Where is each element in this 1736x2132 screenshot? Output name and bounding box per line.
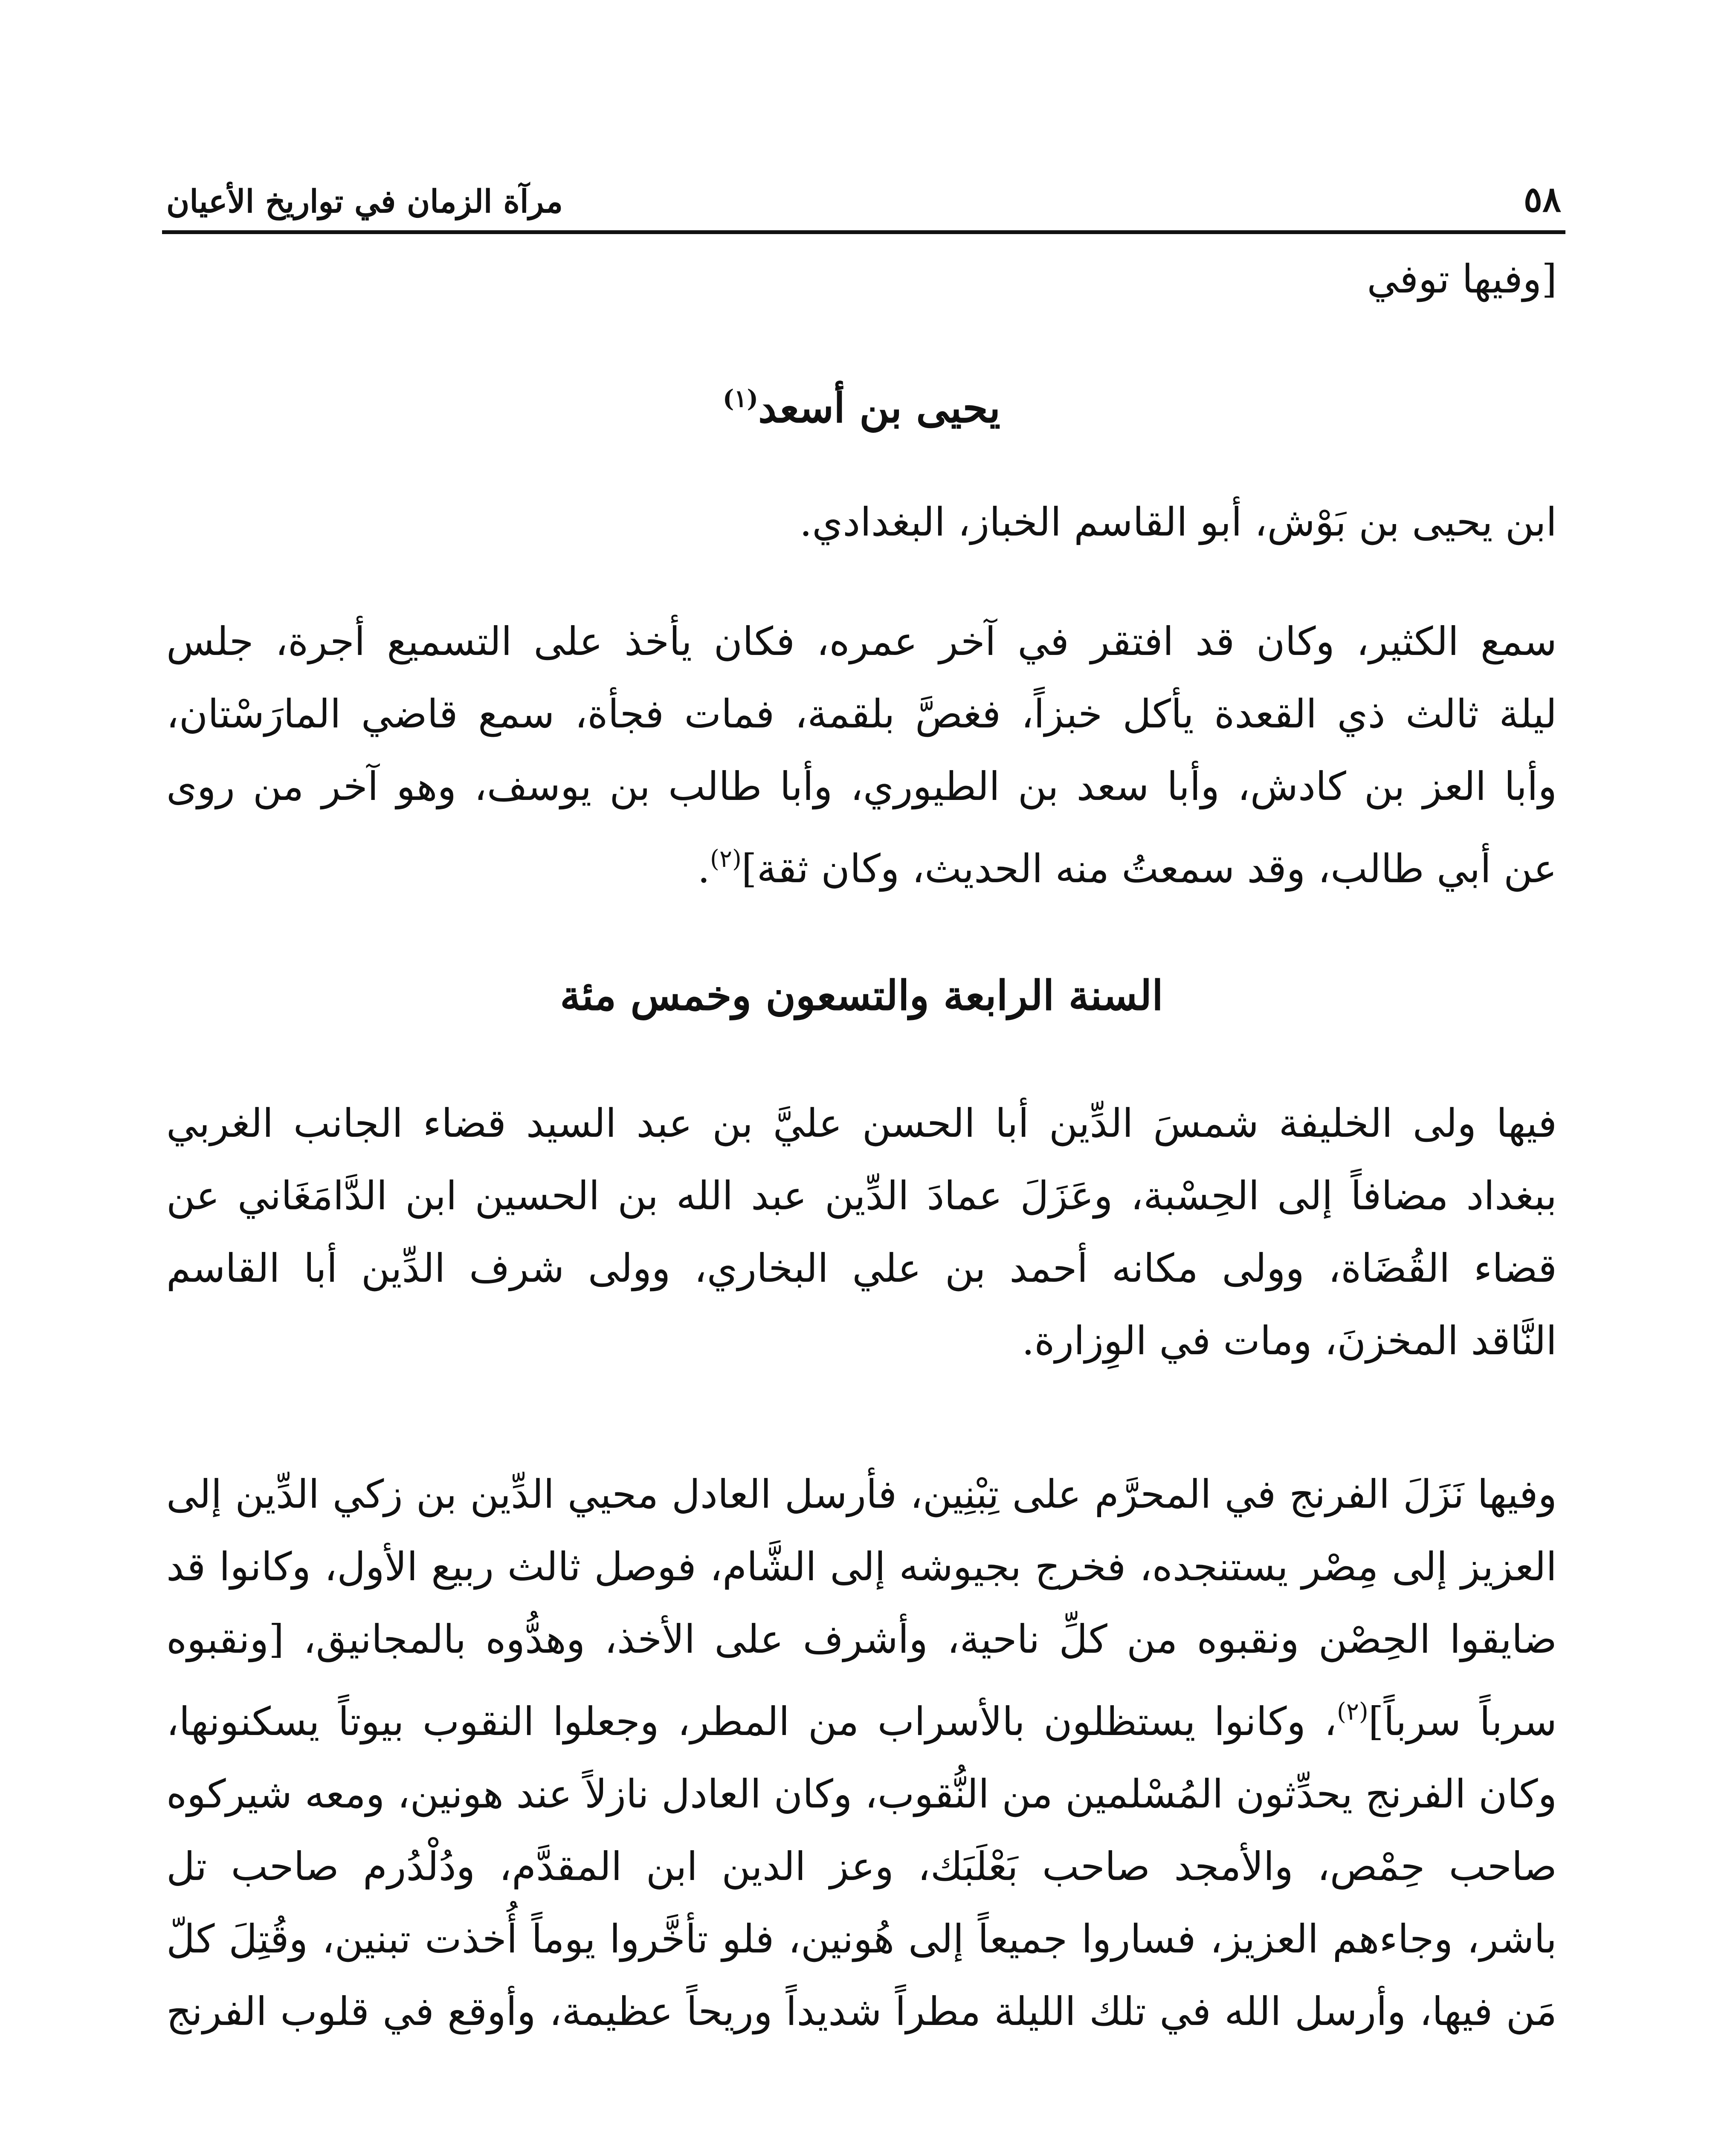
para2-line-6: صاحب حِمْص، والأمجد صاحب بَعْلَبَك، وعز الدين ابن المقدَّم، ودُلْدُرم صاحب تل <box>166 1844 1557 1889</box>
running-title: مرآة الزمان في تواريخ الأعيان <box>166 183 563 220</box>
para2-line-4 <box>166 1680 1557 1754</box>
intro-block <box>166 247 1557 311</box>
page-header <box>162 171 1565 234</box>
entry-line-4 <box>166 827 1557 901</box>
para1-line-3: قضاء القُضَاة، وولى مكانه أحمد بن علي البخاري، وولى شرف الدِّين أبا القاسم <box>166 1246 1557 1291</box>
para2-line-8: مَن فيها، وأرسل الله في تلك الليلة مطراً شديداً وريحاً عظيمة، وأوقع في قلوب الفرنج <box>166 1989 1557 2034</box>
entry-line-2: ليلة ثالث ذي القعدة يأكل خبزاً، فغصَّ بلقمة، فمات فجأة، سمع قاضي المارَسْتان، <box>166 691 1557 737</box>
section-heading-block <box>166 964 1557 1028</box>
para1-line-1: فيها ولى الخليفة شمسَ الدِّين أبا الحسن عليَّ بن عبد السيد قضاء الجانب الغربي <box>166 1101 1557 1146</box>
intro-line: [وفيها توفي <box>1367 256 1557 302</box>
entry-line-3: وأبا العز بن كادش، وأبا سعد بن الطيوري، وأبا طالب بن يوسف، وهو آخر من روى <box>166 764 1557 809</box>
entry-lineage: ابن يحيى بن بَوْش، أبو القاسم الخباز، البغدادي. <box>800 499 1557 545</box>
entry-line-1: سمع الكثير، وكان قد افتقر في آخر عمره، فكان يأخذ على التسميع أجرة، جلس <box>166 619 1557 664</box>
para2-line-3: ضايقوا الحِصْن ونقبوه من كلِّ ناحية، وأشرف على الأخذ، وهدُّوه بالمجانيق، [ونقبوه <box>166 1616 1557 1662</box>
entry-name-text: يحيى بن أسعد <box>758 384 1001 432</box>
para2-line-7: باشر، وجاءهم العزيز، فساروا جميعاً إلى هُونين، فلو تأخَّروا يوماً أُخذت تبنين، وقُتِلَ كلّ <box>166 1916 1557 1962</box>
footnote-ref-2b: (٢) <box>1336 1698 1368 1726</box>
para1-line-2: ببغداد مضافاً إلى الحِسْبة، وعَزَلَ عمادَ الدِّين عبد الله بن الحسين ابن الدَّامَغَاني عن <box>166 1173 1557 1219</box>
page-number: ٥٨ <box>1523 179 1561 220</box>
entry-body <box>166 490 1557 901</box>
para2-line-4-start: سرباً سرباً] <box>1368 1699 1557 1744</box>
para1-line-4: النَّاقد المخزنَ، ومات في الوِزارة. <box>1022 1318 1557 1364</box>
paragraph-2 <box>166 1463 1557 2044</box>
paragraph-1 <box>166 1092 1557 1373</box>
para2-line-4-end: ، وكانوا يستظلون بالأسراب من المطر، وجعلوا النقوب بيوتاً يسكنونها، <box>166 1699 1337 1744</box>
para2-line-5: وكان الفرنج يحدِّثون المُسْلمين من النُّقوب، وكان العادل نازلاً عند هونين، ومعه شيركوه <box>166 1771 1557 1817</box>
entry-heading <box>166 367 1557 440</box>
para2-line-1: وفيها نَزَلَ الفرنج في المحرَّم على تِبْنِين، فأرسل العادل محيي الدِّين بن زكي الدِّين إلى <box>166 1472 1557 1517</box>
footnote-ref-1: (١) <box>722 385 758 413</box>
entry-line-4-text: عن أبي طالب، وقد سمعتُ منه الحديث، وكان ثقة] <box>741 846 1557 892</box>
section-heading: السنة الرابعة والتسعون وخمس مئة <box>560 971 1163 1020</box>
footnote-ref-2: (٢) <box>710 845 742 873</box>
entry-line-4-end: . <box>697 846 710 892</box>
para2-line-2: العزيز إلى مِصْر يستنجده، فخرج بجيوشه إلى الشَّام، فوصل ثالث ربيع الأول، وكانوا قد <box>166 1544 1557 1590</box>
entry-name <box>166 367 1557 440</box>
